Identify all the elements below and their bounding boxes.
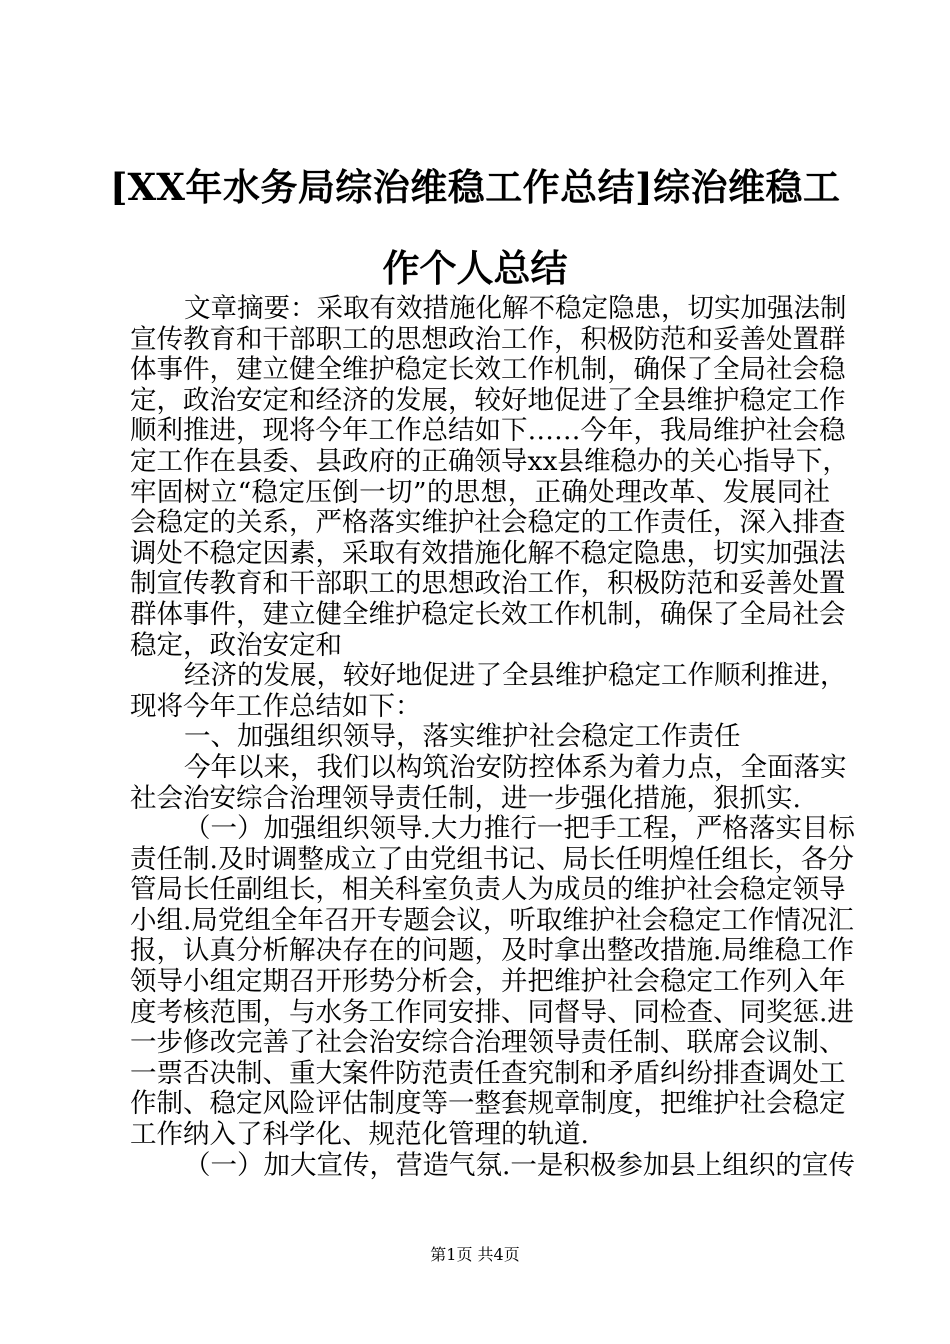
text-line: （一）加大宣传，营造气氛.一是积极参加县上组织的宣传 <box>184 1149 855 1181</box>
text-line: （一）加强组织领导.大力推行一把手工程，严格落实目标 <box>184 813 855 845</box>
text-line: 制宣传教育和干部职工的思想政治工作，积极防范和妥善处置 <box>130 568 846 600</box>
text-line: 顺利推进，现将今年工作总结如下……今年，我局维护社会稳 <box>130 415 846 447</box>
text-line: 牢固树立“稳定压倒一切”的思想，正确处理改革、发展同社 <box>130 476 830 508</box>
text-line: 社会治安综合治理领导责任制，进一步强化措施，狠抓实. <box>130 782 801 814</box>
text-line: 领导小组定期召开形势分析会，并把维护社会稳定工作列入年 <box>130 966 846 998</box>
text-line: 体事件，建立健全维护稳定长效工作机制，确保了全局社会稳 <box>130 354 846 386</box>
text-line: 文章摘要：采取有效措施化解不稳定隐患，切实加强法制 <box>184 293 847 324</box>
page-footer: 第1页 共4页 <box>430 1245 520 1264</box>
document-title-line-2: 作个人总结 <box>382 246 568 290</box>
text-line: 作制、稳定风险评估制度等一整套规章制度，把维护社会稳定 <box>130 1088 846 1120</box>
text-line: 会稳定的关系，严格落实维护社会稳定的工作责任，深入排查 <box>130 507 846 539</box>
text-line: 现将今年工作总结如下： <box>130 690 422 722</box>
text-line: 一票否决制、重大案件防范责任查究制和矛盾纠纷排查调处工 <box>130 1057 846 1089</box>
text-line: 一、加强组织领导，落实维护社会稳定工作责任 <box>184 721 741 753</box>
text-line: 定工作在县委、县政府的正确领导xx县维稳办的关心指导下， <box>130 445 849 477</box>
text-line: 管局长任副组长，相关科室负责人为成员的维护社会稳定领导 <box>130 874 846 906</box>
text-line: 小组.局党组全年召开专题会议，听取维护社会稳定工作情况汇 <box>130 904 854 936</box>
text-line: 调处不稳定因素，采取有效措施化解不稳定隐患，切实加强法 <box>130 537 846 569</box>
document-body <box>130 293 855 1181</box>
text-line: 工作纳入了科学化、规范化管理的轨道. <box>130 1119 589 1151</box>
text-line: 经济的发展，较好地促进了全县维护稳定工作顺利推进， <box>184 660 847 692</box>
document-title-line-1: [XX年水务局综治维稳工作总结]综治维稳工 <box>110 165 840 209</box>
text-line: 一步修改完善了社会治安综合治理领导责任制、联席会议制、 <box>130 1027 846 1059</box>
text-line: 今年以来，我们以构筑治安防控体系为着力点，全面落实 <box>184 751 847 783</box>
text-line: 责任制.及时调整成立了由党组书记、局长任明煌任组长，各分 <box>130 843 854 875</box>
text-line: 度考核范围，与水务工作同安排、同督导、同检查、同奖惩.进 <box>130 996 854 1028</box>
text-line: 定，政治安定和经济的发展，较好地促进了全县维护稳定工作 <box>130 384 846 416</box>
text-line: 宣传教育和干部职工的思想政治工作，积极防范和妥善处置群 <box>130 323 846 355</box>
text-line: 群体事件，建立健全维护稳定长效工作机制，确保了全局社会 <box>130 598 846 630</box>
text-line: 报，认真分析解决存在的问题，及时拿出整改措施.局维稳工作 <box>130 935 854 967</box>
text-line: 稳定，政治安定和 <box>130 629 342 661</box>
